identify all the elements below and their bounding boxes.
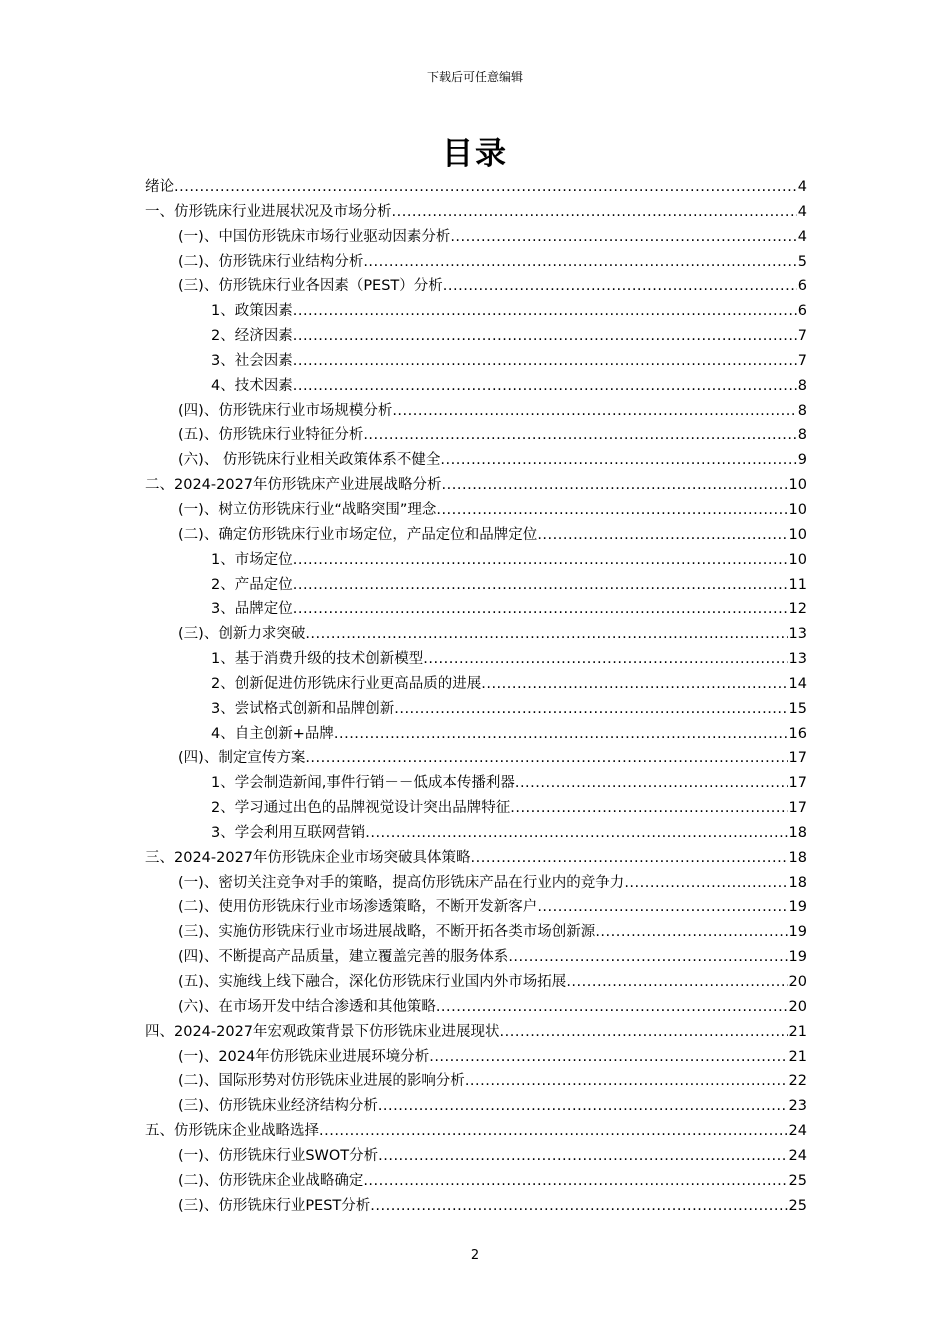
toc-dot-leader	[429, 1049, 787, 1065]
toc-entry[interactable]	[145, 945, 807, 970]
toc-entry-page: 16	[788, 725, 807, 742]
page-number: 2	[470, 1248, 480, 1263]
toc-entry-text: (一)、中国仿形铣床市场行业驱动因素分析	[178, 228, 451, 245]
toc-entry-text: (六)、 仿形铣床行业相关政策体系不健全	[178, 452, 441, 469]
toc-dot-leader	[471, 850, 788, 866]
toc-entry[interactable]	[145, 1069, 807, 1094]
toc-entry-text: (二)、仿形铣床企业战略确定	[178, 1172, 364, 1189]
toc-dot-leader	[293, 353, 797, 369]
toc-entry[interactable]	[145, 399, 807, 424]
toc-entry-text: (一)、2024年仿形铣床业进展环境分析	[178, 1048, 430, 1065]
toc-entry-page: 14	[788, 675, 807, 692]
toc-entry-text: (二)、仿形铣床行业结构分析	[178, 253, 364, 270]
toc-dot-leader	[442, 477, 788, 493]
toc-dot-leader	[174, 179, 797, 195]
toc-entry-page: 6	[797, 278, 807, 295]
toc-entry-text: 1、学会制造新闻,事件行销－－低成本传播利器	[211, 775, 515, 792]
toc-entry-page: 12	[788, 601, 807, 618]
toc-entry-page: 4	[797, 203, 807, 220]
toc-entry[interactable]	[145, 821, 807, 846]
toc-entry-page: 21	[788, 1048, 807, 1065]
toc-entry-text: (一)、树立仿形铣床行业“战略突围”理念	[178, 501, 437, 518]
toc-dot-leader	[450, 229, 796, 245]
toc-entry[interactable]	[145, 895, 807, 920]
toc-entry-text: 3、品牌定位	[211, 601, 293, 618]
toc-entry-page: 19	[788, 949, 807, 966]
toc-entry[interactable]	[145, 523, 807, 548]
toc-dot-leader	[293, 378, 797, 394]
toc-entry[interactable]	[145, 1169, 807, 1194]
toc-dot-leader	[443, 278, 797, 294]
toc-dot-leader	[510, 800, 787, 816]
toc-entry-page: 17	[788, 775, 807, 792]
table-of-contents	[145, 175, 807, 1218]
toc-entry-page: 5	[797, 253, 807, 270]
toc-dot-leader	[334, 726, 788, 742]
toc-dot-leader	[537, 899, 787, 915]
toc-dot-leader	[537, 527, 787, 543]
toc-entry-page: 13	[788, 651, 807, 668]
toc-entry-page: 4	[797, 179, 807, 195]
toc-entry-text: (二)、使用仿形铣床行业市场渗透策略，不断开发新客户	[178, 899, 538, 916]
toc-entry[interactable]	[145, 722, 807, 747]
toc-entry-text: 三、2024-2027年仿形铣床企业市场突破具体策略	[145, 849, 471, 866]
toc-dot-leader	[363, 1173, 787, 1189]
toc-entry-text: (六)、在市场开发中结合渗透和其他策略	[178, 998, 436, 1015]
toc-dot-leader	[293, 601, 788, 617]
toc-entry-page: 24	[788, 1123, 807, 1140]
toc-dot-leader	[436, 999, 788, 1015]
toc-entry-text: 绪论	[145, 179, 174, 195]
toc-entry-text: (一)、仿形铣床行业SWOT分析	[178, 1147, 379, 1164]
toc-entry-text: (三)、仿形铣床业经济结构分析	[178, 1098, 378, 1115]
toc-dot-leader	[319, 1123, 788, 1139]
toc-entry-page: 19	[788, 899, 807, 916]
toc-entry-page: 10	[788, 526, 807, 543]
toc-dot-leader	[423, 651, 787, 667]
toc-entry[interactable]	[145, 672, 807, 697]
toc-entry-page: 21	[788, 1023, 807, 1040]
toc-entry-text: 1、政策因素	[211, 303, 293, 320]
toc-dot-leader	[392, 204, 797, 220]
toc-entry-page: 18	[788, 824, 807, 841]
toc-entry[interactable]	[145, 846, 807, 871]
toc-entry-page: 7	[797, 352, 807, 369]
toc-entry[interactable]	[145, 697, 807, 722]
toc-entry[interactable]	[145, 1045, 807, 1070]
toc-entry-text: 1、基于消费升级的技术创新模型	[211, 651, 424, 668]
toc-dot-leader	[624, 875, 787, 891]
toc-entry-page: 25	[788, 1197, 807, 1214]
toc-entry-text: 五、仿形铣床企业战略选择	[145, 1123, 319, 1140]
toc-entry-page: 11	[788, 576, 807, 593]
toc-entry[interactable]	[145, 796, 807, 821]
toc-entry-page: 17	[788, 750, 807, 767]
toc-entry-text: (三)、创新力求突破	[178, 626, 306, 643]
toc-entry-page: 18	[788, 874, 807, 891]
toc-entry-text: 4、技术因素	[211, 377, 293, 394]
toc-entry[interactable]	[145, 1094, 807, 1119]
toc-entry-text: (一)、密切关注竞争对手的策略，提高仿形铣床产品在行业内的竞争力	[178, 874, 625, 891]
toc-entry[interactable]	[145, 597, 807, 622]
toc-entry[interactable]	[145, 871, 807, 896]
toc-entry[interactable]	[145, 647, 807, 672]
toc-dot-leader	[293, 552, 788, 568]
toc-entry[interactable]	[145, 995, 807, 1020]
toc-dot-leader	[363, 427, 796, 443]
toc-entry[interactable]	[145, 200, 807, 225]
toc-entry[interactable]	[145, 573, 807, 598]
toc-entry-page: 10	[788, 477, 807, 494]
toc-entry[interactable]	[145, 1020, 807, 1045]
toc-entry-page: 8	[797, 402, 807, 419]
toc-dot-leader	[508, 949, 787, 965]
toc-entry[interactable]	[145, 374, 807, 399]
toc-dot-leader	[293, 577, 788, 593]
toc-entry[interactable]	[145, 1194, 807, 1219]
toc-entry-page: 13	[788, 626, 807, 643]
toc-entry-page: 9	[797, 452, 807, 469]
toc-entry[interactable]	[145, 448, 807, 473]
toc-entry-text: 一、仿形铣床行业进展状况及市场分析	[145, 203, 392, 220]
toc-entry[interactable]	[145, 175, 807, 200]
toc-entry[interactable]	[145, 473, 807, 498]
toc-entry-page: 23	[788, 1098, 807, 1115]
toc-entry[interactable]	[145, 548, 807, 573]
toc-entry-text: 2、经济因素	[211, 328, 293, 345]
toc-entry-page: 22	[788, 1073, 807, 1090]
toc-title: 目录	[442, 136, 508, 172]
toc-entry-page: 18	[788, 849, 807, 866]
toc-dot-leader	[363, 254, 796, 270]
toc-dot-leader	[378, 1098, 788, 1114]
toc-entry-page: 25	[788, 1172, 807, 1189]
toc-entry-page: 15	[788, 700, 807, 717]
toc-dot-leader	[440, 452, 796, 468]
page-header: 下载后可任意编辑	[426, 70, 523, 84]
toc-entry-text: (三)、实施仿形铣床行业市场进展战略，不断开拓各类市场创新源	[178, 924, 596, 941]
toc-entry-text: (五)、仿形铣床行业特征分析	[178, 427, 364, 444]
toc-entry-text: 3、尝试格式创新和品牌创新	[211, 700, 395, 717]
toc-entry-text: (三)、仿形铣床行业各因素（PEST）分析	[178, 278, 443, 295]
toc-entry-text: (四)、仿形铣床行业市场规模分析	[178, 402, 393, 419]
toc-entry-page: 24	[788, 1147, 807, 1164]
toc-entry-text: 3、社会因素	[211, 352, 293, 369]
toc-dot-leader	[293, 328, 797, 344]
toc-dot-leader	[436, 502, 787, 518]
toc-dot-leader	[305, 750, 787, 766]
toc-entry-page: 10	[788, 501, 807, 518]
toc-dot-leader	[465, 1073, 788, 1089]
toc-entry-text: 2、学习通过出色的品牌视觉设计突出品牌特征	[211, 800, 511, 817]
toc-entry-page: 19	[788, 924, 807, 941]
toc-entry-page: 8	[797, 427, 807, 444]
toc-dot-leader	[378, 1148, 787, 1164]
toc-entry[interactable]	[145, 225, 807, 250]
toc-dot-leader	[595, 924, 787, 940]
toc-entry[interactable]	[145, 349, 807, 374]
toc-dot-leader	[392, 403, 796, 419]
toc-dot-leader	[515, 775, 788, 791]
toc-entry-text: (二)、确定仿形铣床行业市场定位，产品定位和品牌定位	[178, 526, 538, 543]
toc-entry-text: (二)、国际形势对仿形铣床业进展的影响分析	[178, 1073, 465, 1090]
toc-entry-page: 10	[788, 551, 807, 568]
toc-entry-page: 17	[788, 800, 807, 817]
toc-dot-leader	[394, 701, 787, 717]
toc-entry[interactable]	[145, 622, 807, 647]
toc-entry[interactable]	[145, 274, 807, 299]
toc-entry[interactable]	[145, 970, 807, 995]
toc-entry[interactable]	[145, 771, 807, 796]
toc-dot-leader	[500, 1024, 788, 1040]
toc-entry-text: 2、创新促进仿形铣床行业更高品质的进展	[211, 675, 482, 692]
toc-entry-text: (四)、不断提高产品质量，建立覆盖完善的服务体系	[178, 949, 509, 966]
toc-entry-text: (五)、实施线上线下融合，深化仿形铣床行业国内外市场拓展	[178, 974, 567, 990]
toc-dot-leader	[305, 626, 787, 642]
toc-entry-page: 4	[797, 228, 807, 245]
toc-entry-page: 6	[797, 303, 807, 320]
toc-entry[interactable]	[145, 498, 807, 523]
toc-entry-text: 4、自主创新+品牌	[211, 725, 334, 742]
toc-entry[interactable]	[145, 250, 807, 275]
toc-entry-text: 1、市场定位	[211, 551, 293, 568]
toc-entry-page: 20	[788, 974, 807, 990]
toc-entry[interactable]	[145, 1144, 807, 1169]
toc-entry-page: 20	[788, 998, 807, 1015]
toc-entry[interactable]	[145, 1119, 807, 1144]
toc-entry-text: 3、学会利用互联网营销	[211, 824, 366, 841]
toc-entry-text: (三)、仿形铣床行业PEST分析	[178, 1197, 371, 1214]
toc-entry-page: 7	[797, 328, 807, 345]
toc-entry-text: (四)、制定宣传方案	[178, 750, 306, 767]
toc-entry[interactable]	[145, 324, 807, 349]
toc-entry[interactable]	[145, 299, 807, 324]
toc-dot-leader	[566, 974, 787, 990]
toc-entry-text: 2、产品定位	[211, 576, 293, 593]
toc-dot-leader	[293, 303, 797, 319]
toc-entry[interactable]	[145, 920, 807, 945]
toc-dot-leader	[370, 1198, 787, 1214]
toc-entry-text: 二、2024-2027年仿形铣床产业进展战略分析	[145, 477, 442, 494]
toc-entry[interactable]	[145, 423, 807, 448]
toc-entry[interactable]	[145, 746, 807, 771]
toc-entry-text: 四、2024-2027年宏观政策背景下仿形铣床业进展现状	[145, 1023, 500, 1040]
toc-dot-leader	[481, 676, 787, 692]
toc-dot-leader	[365, 825, 787, 841]
toc-entry-page: 8	[797, 377, 807, 394]
